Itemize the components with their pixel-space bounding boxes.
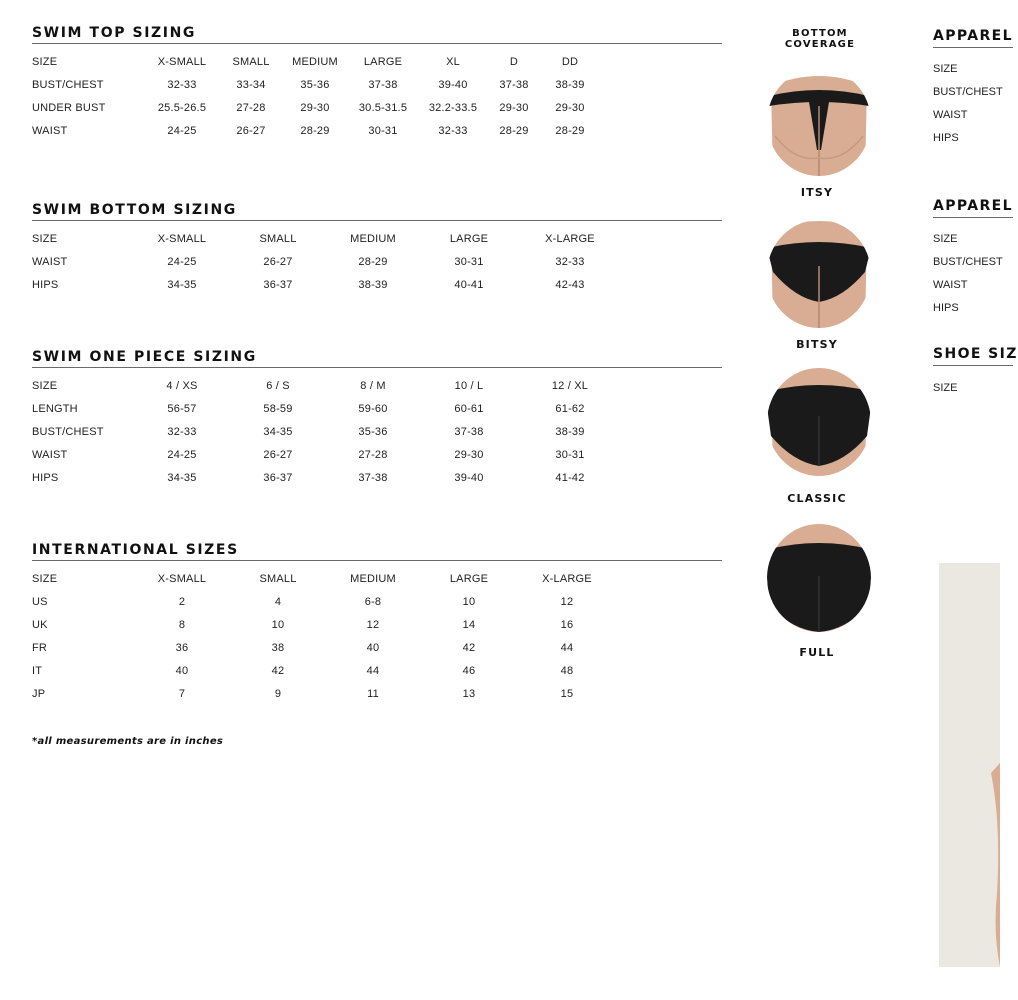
measurement-footnote: *all measurements are in inches — [32, 736, 224, 747]
table-header-row — [32, 233, 722, 256]
model-photo — [939, 563, 1000, 967]
row-label: HIPS — [933, 302, 959, 314]
table-cell: 29-30 — [499, 102, 529, 114]
table-cell: 10 — [271, 619, 285, 631]
table-cell: 34-35 — [167, 279, 197, 291]
section-divider — [32, 560, 722, 561]
table-cell: 8 — [178, 619, 186, 631]
table-cell: 36-37 — [263, 279, 293, 291]
coverage-label: CLASSIC — [787, 492, 847, 505]
table-cell: 24-25 — [167, 125, 197, 137]
apparel-section-title: APPAREL — [933, 28, 1013, 44]
column-header: LARGE — [363, 56, 403, 68]
table-cell: 14 — [462, 619, 476, 631]
table-row — [32, 79, 722, 102]
table-cell: 44 — [560, 642, 574, 654]
table-cell: 32-33 — [167, 79, 197, 91]
bottom-coverage-title: BOTTOM COVERAGE — [784, 28, 856, 50]
row-label: UNDER BUST — [32, 102, 106, 114]
full-bikini-bottom-photo — [765, 522, 873, 634]
table-cell: 42 — [462, 642, 476, 654]
row-label: HIPS — [32, 472, 59, 484]
thong-bikini-bottom-photo — [765, 66, 873, 178]
column-header: 12 / XL — [551, 380, 589, 392]
column-header: XL — [446, 56, 460, 68]
table-cell: 26-27 — [263, 256, 293, 268]
column-header: SMALL — [259, 573, 297, 585]
column-header: X-LARGE — [542, 573, 592, 585]
table-row — [32, 449, 722, 472]
section-divider — [933, 217, 1013, 218]
row-label: SIZE — [933, 382, 958, 394]
table-cell: 37-38 — [358, 472, 388, 484]
row-label: HIPS — [32, 279, 59, 291]
table-cell: 36-37 — [263, 472, 293, 484]
section-title: SWIM BOTTOM SIZING — [32, 202, 237, 218]
row-label: WAIST — [32, 449, 68, 461]
column-header: 10 / L — [454, 380, 484, 392]
table-cell: 38 — [271, 642, 285, 654]
table-cell: 12 — [366, 619, 380, 631]
table-cell: 37-38 — [368, 79, 398, 91]
table-cell: 16 — [560, 619, 574, 631]
column-header: 6 / S — [266, 380, 290, 392]
table-cell: 11 — [367, 688, 379, 700]
table-cell: 9 — [274, 688, 282, 700]
size-table — [32, 56, 722, 148]
swim-bottom-sizing-section — [32, 201, 722, 302]
table-row — [32, 688, 722, 711]
table-cell: 29-30 — [454, 449, 484, 461]
swim-one-piece-sizing-section — [32, 348, 722, 495]
row-label: LENGTH — [32, 403, 78, 415]
table-cell: 26-27 — [236, 125, 266, 137]
table-row — [32, 125, 722, 148]
table-cell: 36 — [175, 642, 189, 654]
swim-top-sizing-section — [32, 24, 722, 148]
column-header: MEDIUM — [350, 233, 396, 245]
table-cell: 7 — [178, 688, 186, 700]
row-label: JP — [32, 688, 46, 700]
section-divider — [32, 220, 722, 221]
row-label: HIPS — [933, 132, 959, 144]
table-row — [32, 642, 722, 665]
apparel-section-title: APPAREL — [933, 198, 1013, 214]
table-cell: 32-33 — [167, 426, 197, 438]
table-cell: 30.5-31.5 — [358, 102, 408, 114]
section-title: INTERNATIONAL SIZES — [32, 542, 239, 558]
table-cell: 30-31 — [454, 256, 484, 268]
row-label: UK — [32, 619, 48, 631]
shoe-section-title: SHOE SIZ — [933, 346, 1018, 362]
table-cell: 27-28 — [236, 102, 266, 114]
column-header: MEDIUM — [292, 56, 338, 68]
table-cell: 24-25 — [167, 449, 197, 461]
row-label: IT — [32, 665, 43, 677]
table-cell: 37-38 — [499, 79, 529, 91]
table-cell: 38-39 — [358, 279, 388, 291]
section-title: SWIM ONE PIECE SIZING — [32, 349, 257, 365]
table-cell: 24-25 — [167, 256, 197, 268]
table-row — [32, 279, 722, 302]
table-cell: 46 — [462, 665, 476, 677]
table-cell: 10 — [462, 596, 476, 608]
table-cell: 12 — [560, 596, 574, 608]
table-cell: 33-34 — [236, 79, 266, 91]
table-cell: 60-61 — [454, 403, 484, 415]
row-label: WAIST — [933, 109, 968, 121]
model-figure-image — [939, 563, 1000, 967]
table-cell: 28-29 — [555, 125, 585, 137]
size-table — [32, 573, 722, 711]
column-header: X-SMALL — [157, 56, 207, 68]
table-cell: 40-41 — [454, 279, 484, 291]
table-cell: 6-8 — [364, 596, 382, 608]
column-header: 4 / XS — [166, 380, 198, 392]
table-cell: 39-40 — [438, 79, 468, 91]
table-cell: 38-39 — [555, 426, 585, 438]
column-header: SMALL — [259, 233, 297, 245]
column-header: DD — [561, 56, 579, 68]
column-header: X-LARGE — [545, 233, 595, 245]
cheeky-bikini-bottom-photo — [765, 218, 873, 330]
table-cell: 37-38 — [454, 426, 484, 438]
table-row — [32, 256, 722, 279]
table-cell: 28-29 — [300, 125, 330, 137]
table-row — [32, 426, 722, 449]
column-header: X-SMALL — [157, 233, 207, 245]
table-header-row — [32, 380, 722, 403]
row-label: WAIST — [933, 279, 968, 291]
table-cell: 40 — [366, 642, 380, 654]
table-cell: 58-59 — [263, 403, 293, 415]
table-cell: 44 — [366, 665, 380, 677]
table-cell: 34-35 — [167, 472, 197, 484]
table-cell: 39-40 — [454, 472, 484, 484]
section-divider — [933, 47, 1013, 48]
table-cell: 30-31 — [555, 449, 585, 461]
row-label: BUST/CHEST — [32, 426, 104, 438]
column-header: D — [509, 56, 519, 68]
column-header: LARGE — [449, 233, 489, 245]
table-cell: 42-43 — [555, 279, 585, 291]
table-cell: 29-30 — [555, 102, 585, 114]
table-cell: 32-33 — [438, 125, 468, 137]
coverage-label: FULL — [799, 646, 835, 659]
table-cell: 35-36 — [358, 426, 388, 438]
section-divider — [32, 367, 722, 368]
table-cell: 61-62 — [555, 403, 585, 415]
international-sizes-section — [32, 541, 722, 711]
row-label: BUST/CHEST — [933, 86, 1003, 98]
table-cell: 13 — [462, 688, 476, 700]
row-label: US — [32, 596, 48, 608]
row-label: WAIST — [32, 125, 68, 137]
table-cell: 32.2-33.5 — [428, 102, 478, 114]
header-label: SIZE — [32, 573, 58, 585]
table-cell: 28-29 — [499, 125, 529, 137]
size-table — [32, 233, 722, 302]
header-label: SIZE — [32, 233, 58, 245]
table-cell: 40 — [175, 665, 189, 677]
row-label: FR — [32, 642, 48, 654]
row-label: BUST/CHEST — [32, 79, 104, 91]
table-cell: 2 — [178, 596, 186, 608]
table-row — [32, 472, 722, 495]
table-cell: 29-30 — [300, 102, 330, 114]
column-header: MEDIUM — [350, 573, 396, 585]
table-cell: 4 — [274, 596, 282, 608]
table-cell: 25.5-26.5 — [157, 102, 207, 114]
table-header-row — [32, 573, 722, 596]
table-cell: 38-39 — [555, 79, 585, 91]
row-label: WAIST — [32, 256, 68, 268]
column-header: X-SMALL — [157, 573, 207, 585]
section-title: SWIM TOP SIZING — [32, 25, 196, 41]
table-cell: 15 — [560, 688, 574, 700]
row-label: SIZE — [933, 233, 958, 245]
column-header: LARGE — [449, 573, 489, 585]
row-label: SIZE — [933, 63, 958, 75]
header-label: SIZE — [32, 380, 58, 392]
table-cell: 32-33 — [555, 256, 585, 268]
table-cell: 42 — [271, 665, 285, 677]
classic-bikini-bottom-photo — [765, 366, 873, 478]
table-cell: 56-57 — [167, 403, 197, 415]
table-cell: 26-27 — [263, 449, 293, 461]
column-header: SMALL — [232, 56, 270, 68]
coverage-label: BITSY — [796, 338, 838, 351]
header-label: SIZE — [32, 56, 58, 68]
table-row — [32, 403, 722, 426]
table-row — [32, 102, 722, 125]
table-row — [32, 619, 722, 642]
table-cell: 59-60 — [358, 403, 388, 415]
table-cell: 28-29 — [358, 256, 388, 268]
table-cell: 30-31 — [368, 125, 398, 137]
table-cell: 41-42 — [555, 472, 585, 484]
table-cell: 35-36 — [300, 79, 330, 91]
table-cell: 27-28 — [358, 449, 388, 461]
table-cell: 48 — [560, 665, 574, 677]
row-label: BUST/CHEST — [933, 256, 1003, 268]
table-row — [32, 665, 722, 688]
table-row — [32, 596, 722, 619]
table-header-row — [32, 56, 722, 79]
size-table — [32, 380, 722, 495]
table-cell: 34-35 — [263, 426, 293, 438]
section-divider — [933, 365, 1013, 366]
section-divider — [32, 43, 722, 44]
column-header: 8 / M — [360, 380, 386, 392]
coverage-label: ITSY — [800, 186, 834, 199]
